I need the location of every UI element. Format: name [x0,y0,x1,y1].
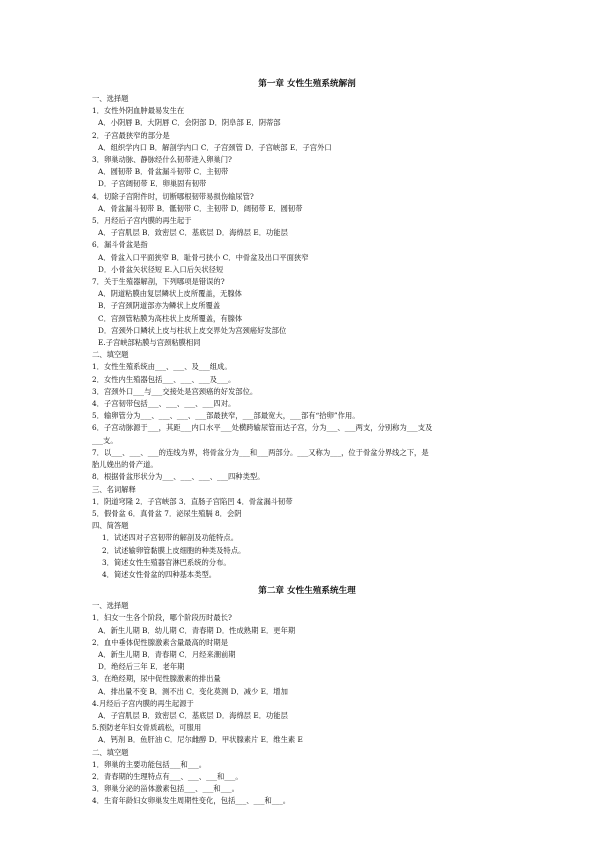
fill-blank-question: 5．输卵管分为___、___、___、___部最狭窄，___部最宽大，___部有“拾卵”作用。 [92,411,360,421]
question: 1．妇女一生各个阶段，哪个阶段历时最长? [92,613,232,623]
question-options: A．钙剂 B．鱼肝油 C．尼尔雌醇 D．甲状腺素片 E．维生素 E [98,735,303,745]
section-heading: 一、选择题 [92,601,129,611]
question-options: A．小阴唇 B．大阴唇 C．会阴部 D．阴阜部 E．阴蒂部 [98,118,281,128]
question: 4．切除子宫附件时，切断哪根韧带易损伤输尿管? [92,191,254,201]
question-options: C．宫颈管粘膜为高柱状上皮所覆盖，有腺体 [98,313,243,323]
question: 1．女性外阴血肿最易发生在 [92,106,185,116]
question-options: A．子宫肌层 B．致密层 C．基底层 D．海绵层 E．功能层 [98,710,288,720]
section-heading: 四、简答题 [92,521,129,531]
fill-blank-question-cont: 胎儿娩出的骨产道。 [92,460,158,470]
question: 3．在绝经期，尿中促性腺激素的排出量 [92,674,221,684]
question-options: A．骨盆入口平面狭窄 B．耻骨弓狭小 C．中骨盆及出口平面狭窄 [98,252,309,262]
question-options: E.子宫峡部粘膜与宫颈粘膜相同 [98,338,201,348]
question-options: A．新生儿期 B．青春期 C．月经来潮前期 [98,649,236,659]
short-answer-question: 1．试述四对子宫韧带的解剖及功能特点。 [102,533,238,543]
term-list: 5．假骨盆 6．真骨盆 7．泌尿生殖膈 8．会阴 [92,508,242,518]
question: 2．血中垂体促性腺激素含量最高的时期是 [92,637,228,647]
fill-blank-question: 4．生育年龄妇女卵巢发生周期性变化，包括___、___和___。 [92,796,291,806]
fill-blank-question: 2．女性内生殖器包括___、___、___及___。 [92,374,236,384]
question-options: A．排出量不变 B．测不出 C．变化莫测 D．减少 E．增加 [98,686,288,696]
question: 5．月经后子宫内膜的再生起于 [92,216,192,226]
question: 5.预防老年妇女骨质疏松，可服用 [92,723,202,733]
short-answer-question: 4．简述女性骨盆的四种基本类型。 [102,569,217,579]
question-options: D．宫颈外口鳞状上皮与柱状上皮交界处为宫颈癌好发部位 [98,325,287,335]
fill-blank-question: 1．女性生殖系统由___、___、及___组成。 [92,362,232,372]
question-options: A．圆韧带 B．骨盆漏斗韧带 C．主韧带 [98,167,229,177]
fill-blank-question: 7．以___、___、___的连线为界，将骨盆分为___和___两部分。___又称为___，位于骨盆分界线之下，是 [92,447,429,457]
short-answer-question: 3．简述女性生殖器官淋巴系统的分布。 [102,557,231,567]
fill-blank-question: 3．宫颈外口___与___交接处是宫颈癌的好发部位。 [92,386,258,396]
question-options: B．子宫颈阴道部亦为鳞状上皮所覆盖 [98,301,221,311]
section-heading: 二、填空题 [92,747,129,757]
fill-blank-question: 1．卵巢的主要功能包括___和___。 [92,759,207,769]
section-heading: 一、选择题 [92,94,129,103]
question-options: D．绝经后三年 E．老年期 [98,662,185,672]
question-options: A．组织学内口 B．解剖学内口 C．子宫颈管 D．子宫峡部 E．子宫外口 [98,142,332,152]
chapter-2-title: 第二章 女性生殖系统生理 [258,586,356,597]
question-options: A．子宫肌层 B．致密层 C．基底层 D．海绵层 E．功能层 [98,228,288,238]
fill-blank-question: 6．子宫动脉源于___，其距___内口水平___处横跨输尿管而达子宫，分为___、___两支，分别称为___支及 [92,423,433,433]
question: 4.月经后子宫内膜的再生起源于 [92,698,194,708]
question: 7．关于生殖器解剖，下列哪项是错误的? [92,277,225,287]
question-options: A．骨盆漏斗韧带 B．骶韧带 C．主韧带 D．阔韧带 E．圆韧带 [98,203,303,213]
chapter-1-title: 第一章 女性生殖系统解剖 [258,79,356,89]
document-content [92,74,522,808]
short-answer-question: 2．试述输卵管黏膜上皮细胞的种类及特点。 [102,545,246,555]
fill-blank-question-cont: ___支。 [92,435,118,445]
fill-blank-question: 2．青春期的生理特点有___、___、___和___。 [92,771,243,781]
section-heading: 二、填空题 [92,350,129,360]
term-list: 1．阴道穹隆 2．子宫峡部 3．直肠子宫陷凹 4．骨盆漏斗韧带 [92,496,293,506]
fill-blank-question: 8．根据骨盆形状分为___、___、___、___四种类型。 [92,472,265,482]
question: 3．卵巢动脉、静脉经什么韧带进入卵巢门? [92,155,232,165]
question: 6．漏斗骨盆是指 [92,240,148,250]
question: 2．子宫最狭窄的部分是 [92,130,170,140]
fill-blank-question: 3．卵巢分泌的甾体激素包括___、___和___。 [92,784,239,794]
question-options: D．子宫阔韧带 E．卵巢固有韧带 [98,179,207,189]
question-options: A．阴道粘膜由复层鳞状上皮所覆盖，无腺体 [98,289,242,299]
fill-blank-question: 4．子宫韧带包括___、___、___、___四对。 [92,399,236,409]
question-options: D．小骨盆矢状径短 E.入口后矢状径短 [98,264,224,274]
question-options: A．新生儿期 B．幼儿期 C．青春期 D．性成熟期 E．更年期 [98,625,296,635]
section-heading: 三、名词解释 [92,484,136,494]
